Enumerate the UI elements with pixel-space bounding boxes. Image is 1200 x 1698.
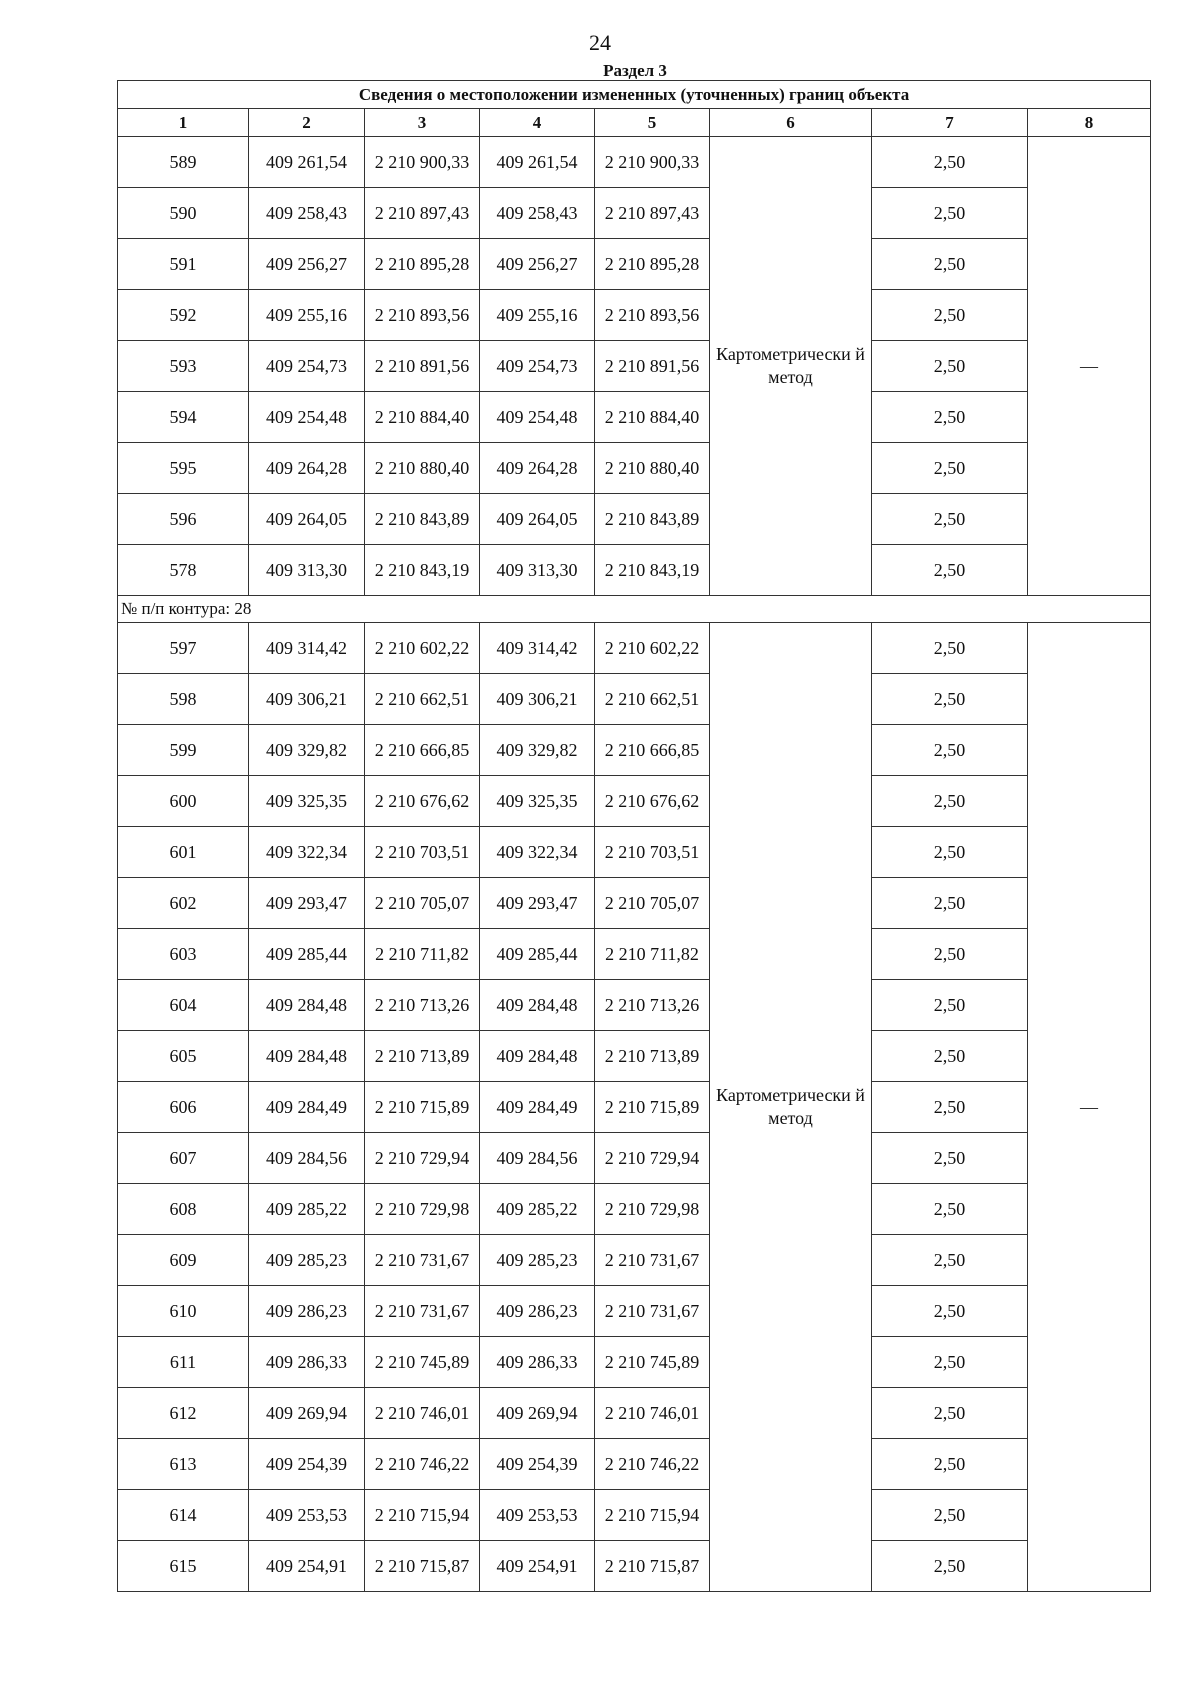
x-new-cell: 409 325,35 <box>480 776 595 827</box>
y-existing-cell: 2 210 880,40 <box>365 443 480 494</box>
x-existing-cell: 409 253,53 <box>249 1490 365 1541</box>
x-new-cell: 409 254,48 <box>480 392 595 443</box>
accuracy-cell: 2,50 <box>872 878 1028 929</box>
y-existing-cell: 2 210 731,67 <box>365 1235 480 1286</box>
x-new-cell: 409 285,22 <box>480 1184 595 1235</box>
x-existing-cell: 409 254,91 <box>249 1541 365 1592</box>
y-new-cell: 2 210 676,62 <box>595 776 710 827</box>
column-number: 8 <box>1028 109 1151 137</box>
point-number-cell: 605 <box>118 1031 249 1082</box>
table-row <box>118 725 1151 776</box>
table-row <box>118 776 1151 827</box>
y-new-cell: 2 210 715,89 <box>595 1082 710 1133</box>
accuracy-cell: 2,50 <box>872 239 1028 290</box>
table-caption: Сведения о местоположении измененных (уточненных) границ объекта <box>118 81 1151 109</box>
y-existing-cell: 2 210 703,51 <box>365 827 480 878</box>
x-new-cell: 409 264,05 <box>480 494 595 545</box>
y-new-cell: 2 210 745,89 <box>595 1337 710 1388</box>
column-number: 3 <box>365 109 480 137</box>
point-number-cell: 595 <box>118 443 249 494</box>
accuracy-cell: 2,50 <box>872 1490 1028 1541</box>
table-row <box>118 494 1151 545</box>
x-new-cell: 409 314,42 <box>480 623 595 674</box>
x-existing-cell: 409 254,73 <box>249 341 365 392</box>
table-row <box>118 1235 1151 1286</box>
y-new-cell: 2 210 662,51 <box>595 674 710 725</box>
point-number-cell: 592 <box>118 290 249 341</box>
x-new-cell: 409 254,91 <box>480 1541 595 1592</box>
accuracy-cell: 2,50 <box>872 1388 1028 1439</box>
x-existing-cell: 409 322,34 <box>249 827 365 878</box>
y-existing-cell: 2 210 891,56 <box>365 341 480 392</box>
y-existing-cell: 2 210 745,89 <box>365 1337 480 1388</box>
x-new-cell: 409 264,28 <box>480 443 595 494</box>
column-number: 2 <box>249 109 365 137</box>
table-row <box>118 1490 1151 1541</box>
y-existing-cell: 2 210 895,28 <box>365 239 480 290</box>
table-row <box>118 392 1151 443</box>
table-row <box>118 545 1151 596</box>
column-number: 4 <box>480 109 595 137</box>
column-number: 6 <box>710 109 872 137</box>
table-caption-row <box>118 81 1151 109</box>
y-existing-cell: 2 210 897,43 <box>365 188 480 239</box>
table-row <box>118 1286 1151 1337</box>
x-new-cell: 409 285,23 <box>480 1235 595 1286</box>
accuracy-cell: 2,50 <box>872 929 1028 980</box>
table-row <box>118 980 1151 1031</box>
contour-label: № п/п контура: 28 <box>118 596 1151 623</box>
x-new-cell: 409 286,23 <box>480 1286 595 1337</box>
x-new-cell: 409 284,48 <box>480 1031 595 1082</box>
x-new-cell: 409 313,30 <box>480 545 595 596</box>
x-existing-cell: 409 254,48 <box>249 392 365 443</box>
accuracy-cell: 2,50 <box>872 1541 1028 1592</box>
accuracy-cell: 2,50 <box>872 776 1028 827</box>
method-cell: Картометрически й метод <box>710 623 872 1592</box>
y-new-cell: 2 210 895,28 <box>595 239 710 290</box>
table-row <box>118 137 1151 188</box>
x-existing-cell: 409 306,21 <box>249 674 365 725</box>
accuracy-cell: 2,50 <box>872 1337 1028 1388</box>
point-number-cell: 604 <box>118 980 249 1031</box>
x-existing-cell: 409 285,22 <box>249 1184 365 1235</box>
point-number-cell: 600 <box>118 776 249 827</box>
point-number-cell: 589 <box>118 137 249 188</box>
y-existing-cell: 2 210 900,33 <box>365 137 480 188</box>
y-new-cell: 2 210 715,94 <box>595 1490 710 1541</box>
y-new-cell: 2 210 897,43 <box>595 188 710 239</box>
x-existing-cell: 409 284,56 <box>249 1133 365 1184</box>
y-new-cell: 2 210 666,85 <box>595 725 710 776</box>
note-cell: — <box>1028 623 1151 1592</box>
y-existing-cell: 2 210 715,94 <box>365 1490 480 1541</box>
point-number-cell: 601 <box>118 827 249 878</box>
x-new-cell: 409 258,43 <box>480 188 595 239</box>
table-row <box>118 1133 1151 1184</box>
point-number-cell: 615 <box>118 1541 249 1592</box>
x-new-cell: 409 286,33 <box>480 1337 595 1388</box>
y-new-cell: 2 210 880,40 <box>595 443 710 494</box>
y-existing-cell: 2 210 893,56 <box>365 290 480 341</box>
x-existing-cell: 409 285,23 <box>249 1235 365 1286</box>
y-new-cell: 2 210 900,33 <box>595 137 710 188</box>
page-number: 24 <box>589 30 611 55</box>
coordinates-table <box>117 80 1151 1592</box>
point-number-cell: 612 <box>118 1388 249 1439</box>
x-new-cell: 409 284,56 <box>480 1133 595 1184</box>
y-new-cell: 2 210 884,40 <box>595 392 710 443</box>
y-existing-cell: 2 210 731,67 <box>365 1286 480 1337</box>
y-existing-cell: 2 210 843,89 <box>365 494 480 545</box>
point-number-cell: 594 <box>118 392 249 443</box>
column-number: 1 <box>118 109 249 137</box>
accuracy-cell: 2,50 <box>872 137 1028 188</box>
x-existing-cell: 409 329,82 <box>249 725 365 776</box>
x-new-cell: 409 285,44 <box>480 929 595 980</box>
point-number-cell: 597 <box>118 623 249 674</box>
y-existing-cell: 2 210 843,19 <box>365 545 480 596</box>
point-number-cell: 611 <box>118 1337 249 1388</box>
y-existing-cell: 2 210 662,51 <box>365 674 480 725</box>
table-row <box>118 827 1151 878</box>
y-existing-cell: 2 210 713,89 <box>365 1031 480 1082</box>
table-row <box>118 341 1151 392</box>
accuracy-cell: 2,50 <box>872 1235 1028 1286</box>
x-new-cell: 409 306,21 <box>480 674 595 725</box>
x-existing-cell: 409 256,27 <box>249 239 365 290</box>
y-existing-cell: 2 210 746,01 <box>365 1388 480 1439</box>
x-new-cell: 409 322,34 <box>480 827 595 878</box>
y-new-cell: 2 210 746,01 <box>595 1388 710 1439</box>
column-number: 5 <box>595 109 710 137</box>
x-new-cell: 409 253,53 <box>480 1490 595 1541</box>
table-row <box>118 1439 1151 1490</box>
x-existing-cell: 409 254,39 <box>249 1439 365 1490</box>
point-number-cell: 607 <box>118 1133 249 1184</box>
x-existing-cell: 409 313,30 <box>249 545 365 596</box>
y-new-cell: 2 210 602,22 <box>595 623 710 674</box>
accuracy-cell: 2,50 <box>872 188 1028 239</box>
y-new-cell: 2 210 891,56 <box>595 341 710 392</box>
y-new-cell: 2 210 893,56 <box>595 290 710 341</box>
accuracy-cell: 2,50 <box>872 827 1028 878</box>
table-row <box>118 1541 1151 1592</box>
table-row <box>118 623 1151 674</box>
y-existing-cell: 2 210 729,94 <box>365 1133 480 1184</box>
point-number-cell: 609 <box>118 1235 249 1286</box>
point-number-cell: 598 <box>118 674 249 725</box>
section-title: Раздел 3 <box>603 61 667 80</box>
point-number-cell: 610 <box>118 1286 249 1337</box>
y-existing-cell: 2 210 715,87 <box>365 1541 480 1592</box>
y-new-cell: 2 210 746,22 <box>595 1439 710 1490</box>
y-new-cell: 2 210 713,26 <box>595 980 710 1031</box>
y-new-cell: 2 210 843,19 <box>595 545 710 596</box>
point-number-cell: 606 <box>118 1082 249 1133</box>
point-number-cell: 590 <box>118 188 249 239</box>
table-row <box>118 1184 1151 1235</box>
x-new-cell: 409 269,94 <box>480 1388 595 1439</box>
y-existing-cell: 2 210 884,40 <box>365 392 480 443</box>
y-new-cell: 2 210 711,82 <box>595 929 710 980</box>
accuracy-cell: 2,50 <box>872 1184 1028 1235</box>
point-number-cell: 596 <box>118 494 249 545</box>
point-number-cell: 602 <box>118 878 249 929</box>
accuracy-cell: 2,50 <box>872 443 1028 494</box>
y-new-cell: 2 210 731,67 <box>595 1235 710 1286</box>
accuracy-cell: 2,50 <box>872 1439 1028 1490</box>
table-row <box>118 878 1151 929</box>
x-new-cell: 409 254,73 <box>480 341 595 392</box>
y-existing-cell: 2 210 602,22 <box>365 623 480 674</box>
note-cell: — <box>1028 137 1151 596</box>
y-existing-cell: 2 210 715,89 <box>365 1082 480 1133</box>
table-row <box>118 239 1151 290</box>
accuracy-cell: 2,50 <box>872 725 1028 776</box>
contour-label-row <box>118 596 1151 623</box>
accuracy-cell: 2,50 <box>872 623 1028 674</box>
y-existing-cell: 2 210 666,85 <box>365 725 480 776</box>
y-existing-cell: 2 210 676,62 <box>365 776 480 827</box>
point-number-cell: 593 <box>118 341 249 392</box>
coordinates-table-body <box>118 81 1151 1592</box>
x-existing-cell: 409 261,54 <box>249 137 365 188</box>
accuracy-cell: 2,50 <box>872 392 1028 443</box>
point-number-cell: 599 <box>118 725 249 776</box>
column-number-row <box>118 109 1151 137</box>
y-existing-cell: 2 210 713,26 <box>365 980 480 1031</box>
y-new-cell: 2 210 703,51 <box>595 827 710 878</box>
x-existing-cell: 409 284,49 <box>249 1082 365 1133</box>
y-new-cell: 2 210 843,89 <box>595 494 710 545</box>
y-existing-cell: 2 210 746,22 <box>365 1439 480 1490</box>
x-new-cell: 409 284,48 <box>480 980 595 1031</box>
y-new-cell: 2 210 715,87 <box>595 1541 710 1592</box>
x-existing-cell: 409 284,48 <box>249 980 365 1031</box>
x-new-cell: 409 254,39 <box>480 1439 595 1490</box>
table-row <box>118 443 1151 494</box>
y-new-cell: 2 210 729,98 <box>595 1184 710 1235</box>
x-existing-cell: 409 264,28 <box>249 443 365 494</box>
accuracy-cell: 2,50 <box>872 674 1028 725</box>
accuracy-cell: 2,50 <box>872 1082 1028 1133</box>
point-number-cell: 608 <box>118 1184 249 1235</box>
accuracy-cell: 2,50 <box>872 545 1028 596</box>
y-existing-cell: 2 210 711,82 <box>365 929 480 980</box>
y-new-cell: 2 210 729,94 <box>595 1133 710 1184</box>
y-new-cell: 2 210 713,89 <box>595 1031 710 1082</box>
accuracy-cell: 2,50 <box>872 980 1028 1031</box>
y-existing-cell: 2 210 705,07 <box>365 878 480 929</box>
x-existing-cell: 409 286,23 <box>249 1286 365 1337</box>
accuracy-cell: 2,50 <box>872 1286 1028 1337</box>
x-new-cell: 409 256,27 <box>480 239 595 290</box>
x-existing-cell: 409 264,05 <box>249 494 365 545</box>
point-number-cell: 614 <box>118 1490 249 1541</box>
x-new-cell: 409 329,82 <box>480 725 595 776</box>
x-existing-cell: 409 255,16 <box>249 290 365 341</box>
accuracy-cell: 2,50 <box>872 1031 1028 1082</box>
table-row <box>118 1337 1151 1388</box>
x-new-cell: 409 293,47 <box>480 878 595 929</box>
x-existing-cell: 409 258,43 <box>249 188 365 239</box>
point-number-cell: 591 <box>118 239 249 290</box>
x-existing-cell: 409 284,48 <box>249 1031 365 1082</box>
accuracy-cell: 2,50 <box>872 1133 1028 1184</box>
point-number-cell: 613 <box>118 1439 249 1490</box>
column-number: 7 <box>872 109 1028 137</box>
table-row <box>118 929 1151 980</box>
x-existing-cell: 409 325,35 <box>249 776 365 827</box>
method-cell: Картометрически й метод <box>710 137 872 596</box>
x-new-cell: 409 255,16 <box>480 290 595 341</box>
accuracy-cell: 2,50 <box>872 290 1028 341</box>
x-existing-cell: 409 293,47 <box>249 878 365 929</box>
x-existing-cell: 409 269,94 <box>249 1388 365 1439</box>
point-number-cell: 578 <box>118 545 249 596</box>
x-existing-cell: 409 314,42 <box>249 623 365 674</box>
table-row <box>118 674 1151 725</box>
table-row <box>118 290 1151 341</box>
y-existing-cell: 2 210 729,98 <box>365 1184 480 1235</box>
accuracy-cell: 2,50 <box>872 494 1028 545</box>
x-new-cell: 409 284,49 <box>480 1082 595 1133</box>
point-number-cell: 603 <box>118 929 249 980</box>
x-new-cell: 409 261,54 <box>480 137 595 188</box>
table-row <box>118 1031 1151 1082</box>
x-existing-cell: 409 286,33 <box>249 1337 365 1388</box>
table-row <box>118 188 1151 239</box>
y-new-cell: 2 210 705,07 <box>595 878 710 929</box>
table-row <box>118 1388 1151 1439</box>
x-existing-cell: 409 285,44 <box>249 929 365 980</box>
accuracy-cell: 2,50 <box>872 341 1028 392</box>
y-new-cell: 2 210 731,67 <box>595 1286 710 1337</box>
table-row <box>118 1082 1151 1133</box>
